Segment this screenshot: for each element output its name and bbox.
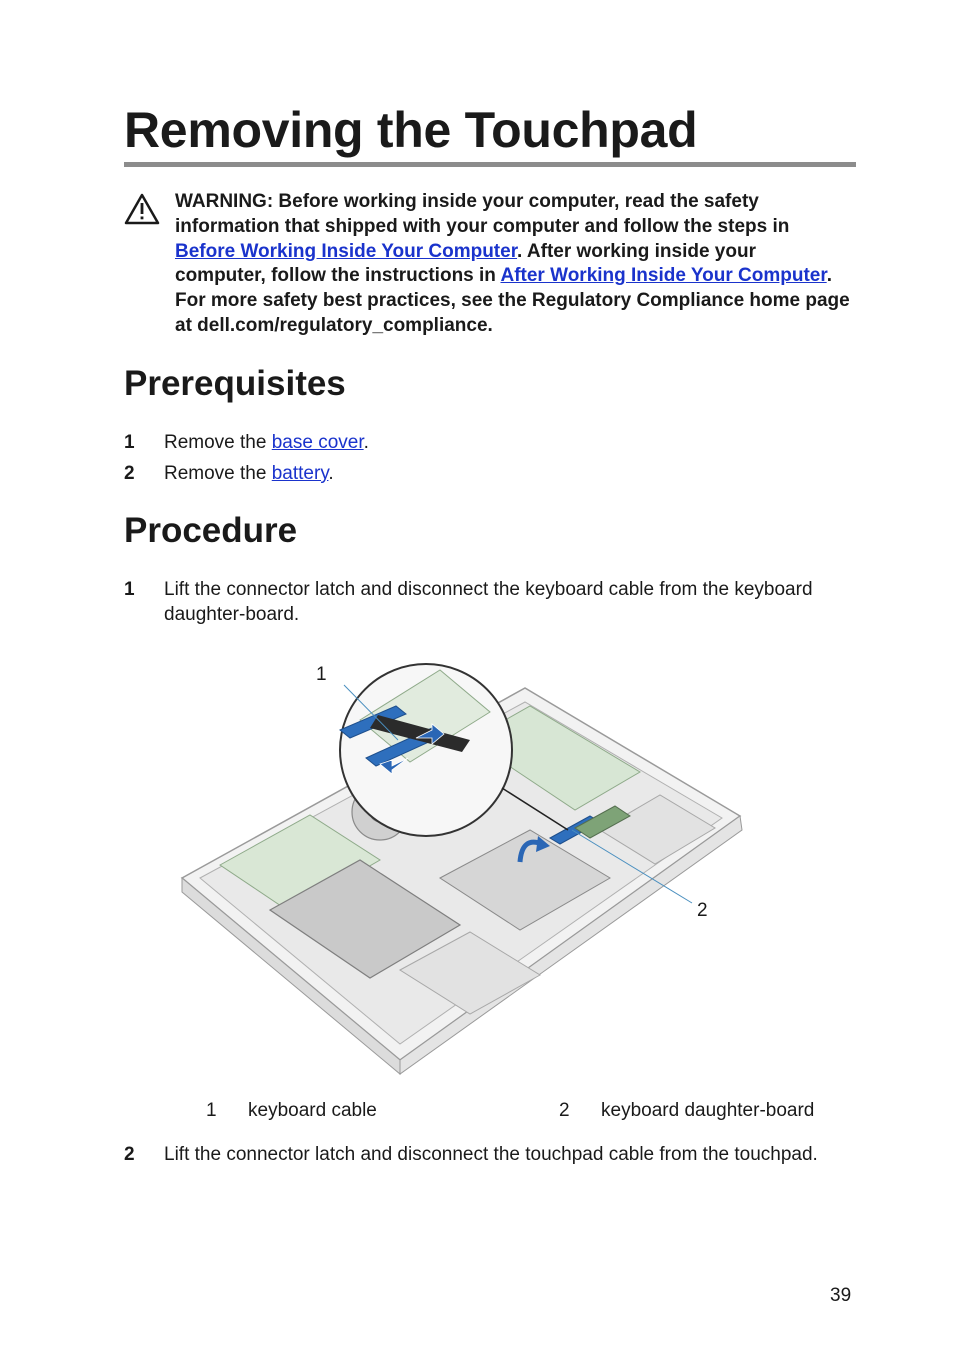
- step-number: 1: [124, 432, 135, 453]
- prerequisites-heading: Prerequisites: [124, 364, 346, 403]
- warning-note: [175, 190, 850, 339]
- battery-link[interactable]: battery: [271, 463, 329, 484]
- procedure-heading: Procedure: [124, 511, 298, 550]
- step-text: Lift the connector latch and disconnect the keyboard cable from the keyboard daughter-board.: [164, 579, 813, 625]
- page-title: Removing the Touchpad: [124, 100, 856, 167]
- base-cover-link[interactable]: base cover: [271, 432, 364, 453]
- legend-label: keyboard daughter-board: [601, 1100, 815, 1121]
- warning-text: WARNING: Before working inside your computer, read the safety information that shipped with your computer and follow the steps in: [175, 191, 790, 237]
- before-working-link[interactable]: Before Working Inside Your Computer: [175, 240, 518, 262]
- step-text: Lift the connector latch and disconnect the touchpad cable from the touchpad.: [164, 1144, 818, 1165]
- keyboard-cable-illustration: [170, 640, 780, 1080]
- warning-text: . After working inside your computer, follow the instructions in: [175, 240, 756, 287]
- warning-text: . For more safety best practices, see the Regulatory Compliance home page at dell.com/regulatory_compliance.: [175, 265, 850, 336]
- step-number: 1: [124, 579, 135, 600]
- legend-number: 2: [559, 1100, 570, 1121]
- step-number: 2: [124, 463, 135, 484]
- callout-2: 2: [697, 900, 708, 921]
- legend-label: keyboard cable: [248, 1100, 377, 1121]
- step-text: Remove the battery.: [164, 463, 334, 484]
- legend-number: 1: [206, 1100, 217, 1121]
- callout-1: 1: [316, 664, 327, 685]
- step-number: 2: [124, 1144, 135, 1165]
- warning-icon: [124, 193, 160, 225]
- after-working-link[interactable]: After Working Inside Your Computer: [500, 265, 827, 287]
- step-text: Remove the base cover.: [164, 432, 369, 453]
- page-number: 39: [830, 1285, 852, 1306]
